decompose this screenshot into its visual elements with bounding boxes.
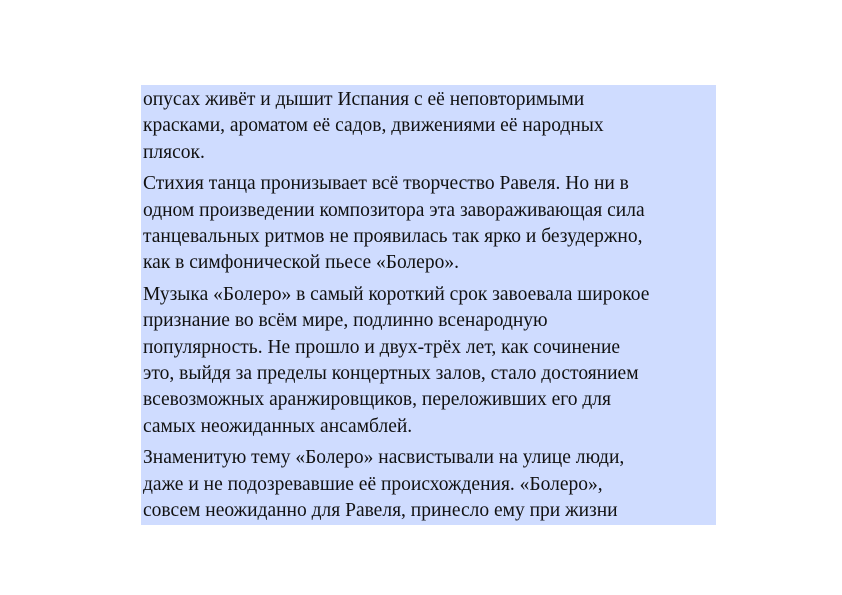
paragraph-1: опусах живёт и дышит Испания с её неповторимыми красками, ароматом её садов, движениями её народных плясок. (143, 89, 604, 163)
paragraph-4: Знаменитую тему «Болеро» насвистывали на улице люди, даже и не подозревавшие её происхождения. «Болеро», совсем неожиданно для Равеля, принесло ему при жизни (143, 447, 625, 522)
text-block (141, 85, 716, 525)
paragraph-3: Музыка «Болеро» в самый короткий срок завоевала широкое признание во всём мире, подлинно всенародную популярность. Не прошло и двух-трёх лет, как сочинение это, выйдя за пределы концертных залов, стало достоянием всевозможных аранжировщиков, переложивших его для самых неожиданных ансамблей. (143, 283, 650, 437)
paragraph-2: Стихия танца пронизывает всё творчество Равеля. Но ни в одном произведении композитора эта завораживающая сила танцевальных ритмов не проявилась так ярко и безудержно, как в симфонической пьесе «Болеро». (143, 173, 645, 274)
